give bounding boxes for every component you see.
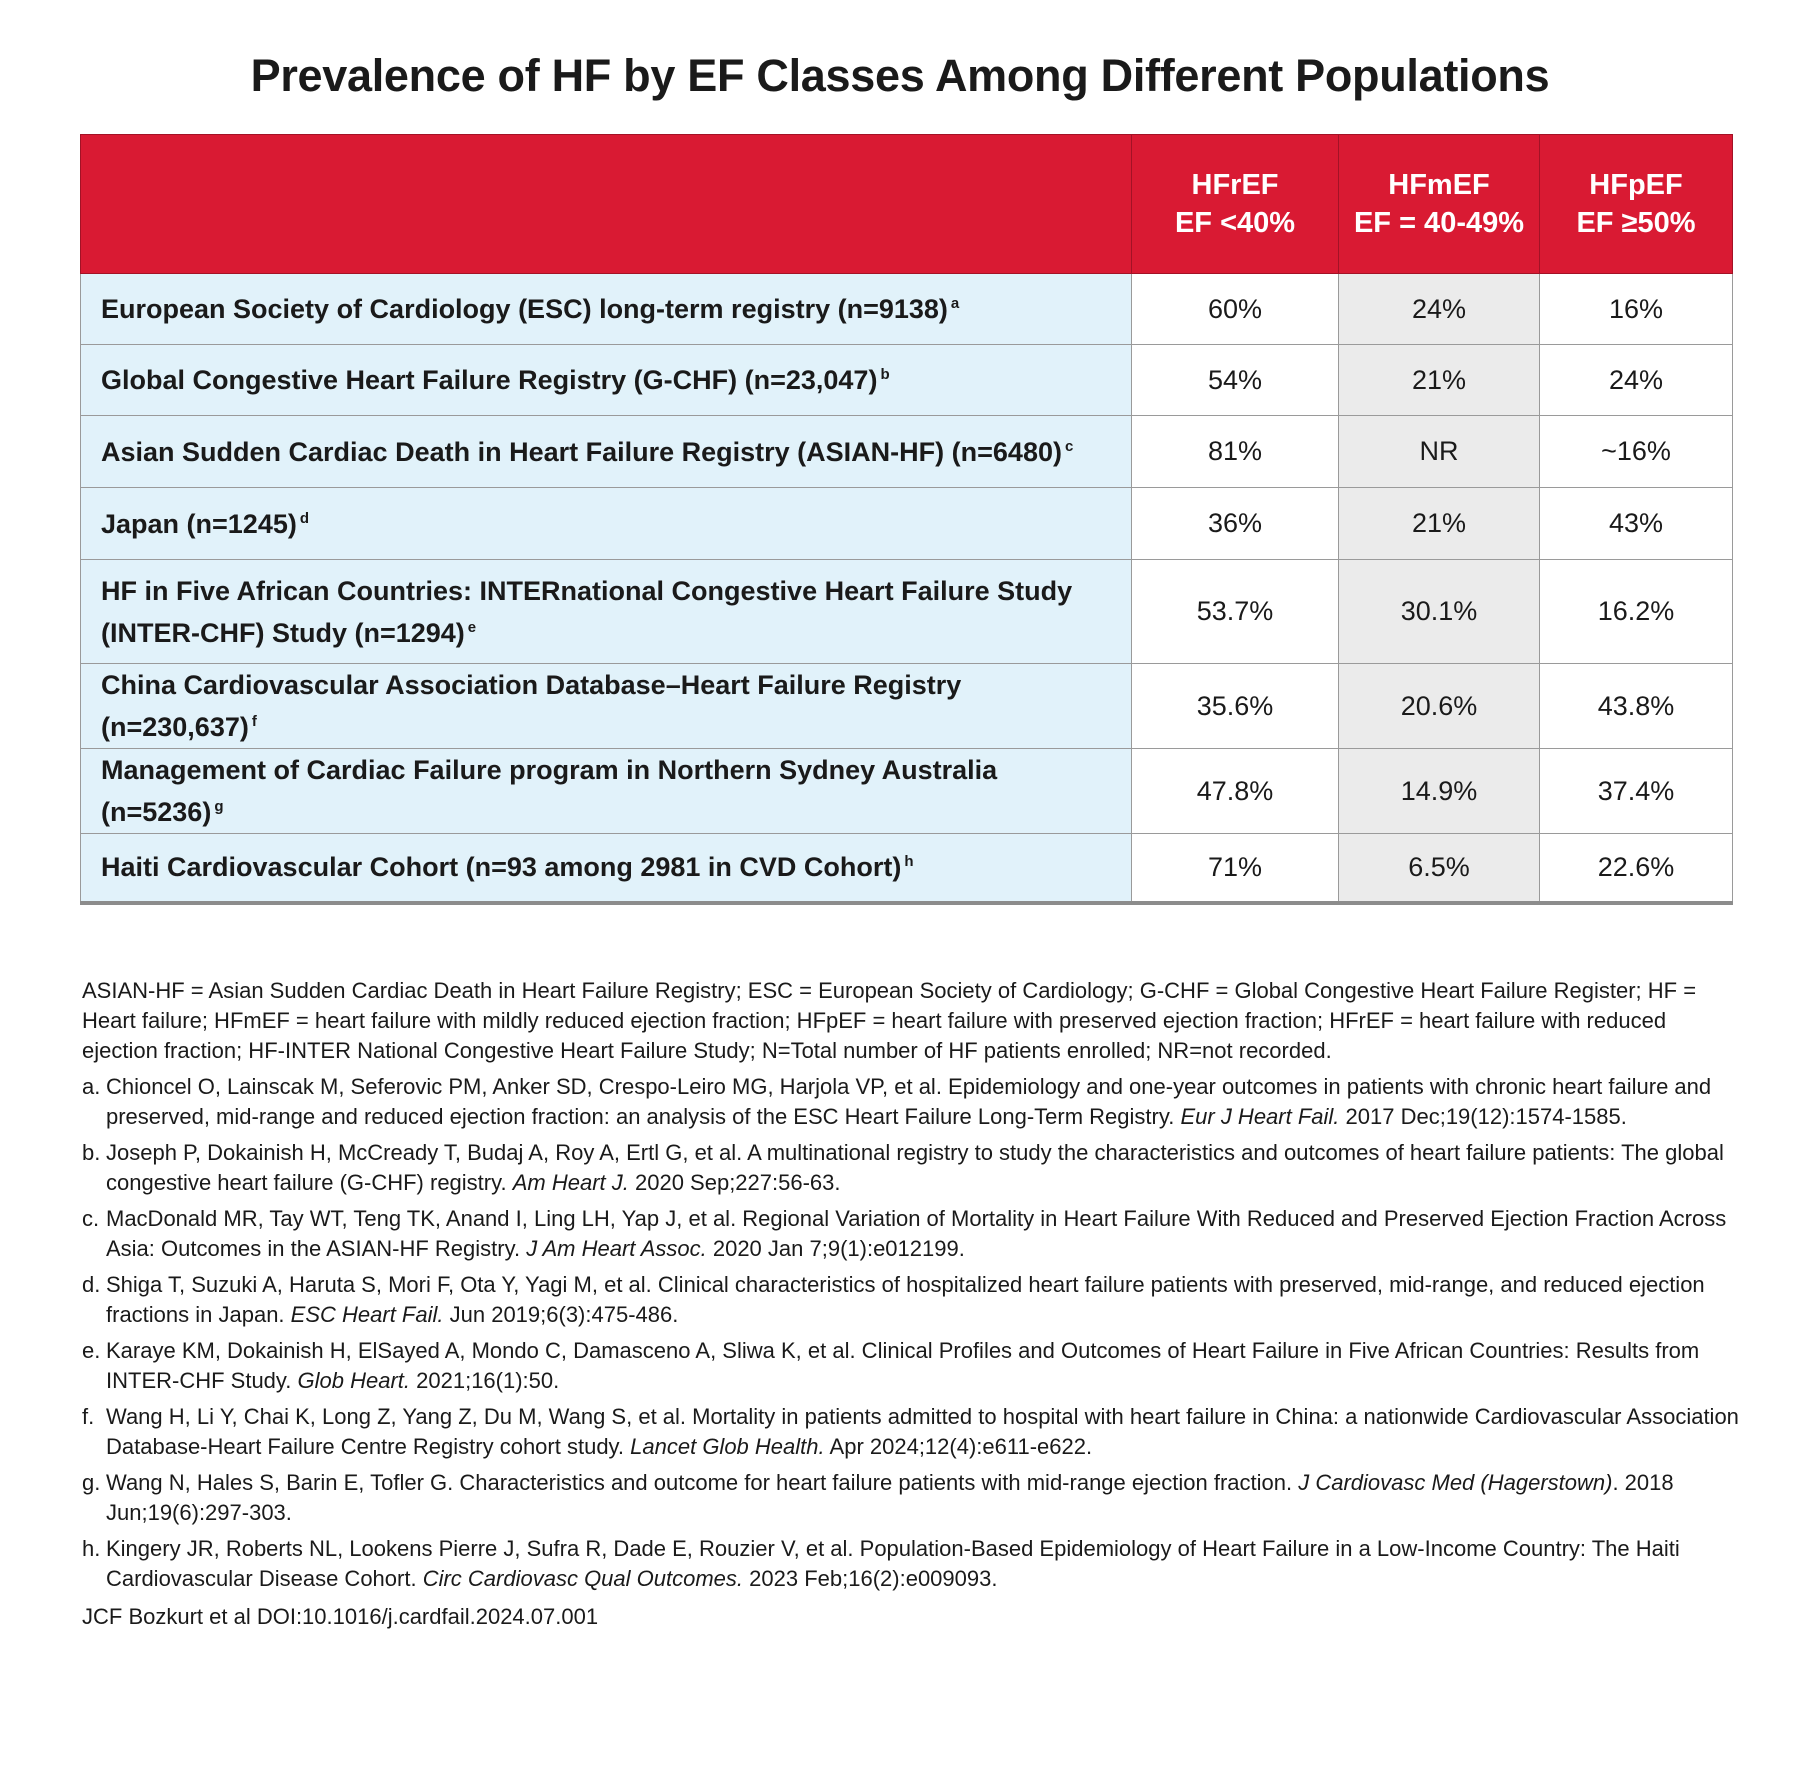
reference-citation: 2020 Sep;227:56-63.: [635, 1170, 841, 1195]
citation-credit: JCF Bozkurt et al DOI:10.1016/j.cardfail.2024.07.001: [82, 1604, 599, 1629]
population-cell: [81, 664, 1132, 749]
reference-citation: 2020 Jan 7;9(1):e012199.: [712, 1236, 965, 1261]
footnote-marker: e: [467, 618, 477, 636]
hfmef-value: 30.1%: [1339, 560, 1540, 664]
reference-item: [82, 1534, 1742, 1594]
reference-text: Wang N, Hales S, Barin E, Tofler G. Characteristics and outcome for heart failure patients with mid-range ejection fraction.: [106, 1470, 1293, 1495]
reference-citation: 2017 Dec;19(12):1574-1585.: [1345, 1104, 1627, 1129]
population-label-continued: (INTER-CHF) Study (n=1294): [101, 617, 465, 648]
hfref-value: 81%: [1132, 416, 1339, 488]
reference-label: b.: [82, 1140, 101, 1165]
footnote-marker: f: [251, 713, 257, 730]
hfpef-value: 22.6%: [1540, 834, 1733, 903]
population-cell: [81, 749, 1132, 834]
table-row: [81, 664, 1733, 749]
header-hfmef: [1339, 135, 1540, 274]
hfmef-value: 24%: [1339, 274, 1540, 345]
reference-item: [82, 1402, 1742, 1462]
population-cell: [81, 488, 1132, 560]
reference-item: [82, 1072, 1742, 1132]
reference-citation: Apr 2024;12(4):e611-e622.: [829, 1434, 1093, 1459]
hfref-value: 54%: [1132, 345, 1339, 416]
reference-citation: . 2018 Jun;19(6):297-303.: [106, 1470, 1674, 1525]
hfref-value: 71%: [1132, 834, 1339, 903]
reference-label: f.: [82, 1404, 95, 1429]
hfpef-value: 16%: [1540, 274, 1733, 345]
footnote-marker: g: [214, 798, 224, 815]
reference-citation: 2021;16(1):50.: [416, 1368, 560, 1393]
reference-text: Kingery JR, Roberts NL, Lookens Pierre J, Sufra R, Dade E, Rouzier V, et al. Population-Based Epidemiology of Heart Failure in a Low-Income Country: The Haiti Cardiovascular Disease Cohort.: [106, 1536, 1680, 1591]
reference-label: a.: [82, 1074, 101, 1099]
reference-journal: Glob Heart.: [297, 1368, 411, 1393]
footnote-marker: a: [950, 295, 960, 312]
reference-text: MacDonald MR, Tay WT, Teng TK, Anand I, Ling LH, Yap J, et al. Regional Variation of Mortality in Heart Failure With Reduced and Preserved Ejection Fraction Across Asia: Outcomes in the ASIAN-HF Registry.: [106, 1206, 1727, 1261]
table-row: [81, 345, 1733, 416]
header-hfref-range: EF <40%: [1174, 207, 1296, 239]
header-hfref-name: HFrEF: [1191, 169, 1279, 201]
reference-citation: 2023 Feb;16(2):e009093.: [749, 1566, 998, 1591]
footnote-marker: b: [880, 366, 890, 383]
hfmef-value: 14.9%: [1339, 749, 1540, 834]
reference-text: Wang H, Li Y, Chai K, Long Z, Yang Z, Du M, Wang S, et al. Mortality in patients admitted to hospital with heart failure in China: a nationwide Cardiovascular Association Database-Heart Failure Centre Registry cohort study.: [106, 1404, 1739, 1459]
table-row: [81, 834, 1733, 903]
reference-item: [82, 1468, 1742, 1528]
population-cell: [81, 345, 1132, 416]
page-title: Prevalence of HF by EF Classes Among Different Populations: [250, 50, 1550, 101]
reference-journal: J Am Heart Assoc.: [526, 1236, 707, 1261]
population-label: Japan (n=1245): [101, 508, 297, 539]
population-label: Haiti Cardiovascular Cohort (n=93 among 2981 in CVD Cohort): [101, 852, 902, 883]
hfmef-value: NR: [1339, 416, 1540, 488]
hfpef-value: ~16%: [1540, 416, 1733, 488]
reference-journal: ESC Heart Fail.: [290, 1302, 444, 1327]
table-row: [81, 488, 1733, 560]
reference-item: [82, 1270, 1742, 1330]
table-row: [81, 560, 1733, 664]
reference-item: [82, 1336, 1742, 1396]
header-hfmef-name: HFmEF: [1388, 169, 1490, 201]
hfmef-value: 20.6%: [1339, 664, 1540, 749]
reference-text: Shiga T, Suzuki A, Haruta S, Mori F, Ota Y, Yagi M, et al. Clinical characteristics of hospitalized heart failure patients with preserved, mid-range, and reduced ejection fractions in Japan.: [106, 1272, 1705, 1327]
reference-label: g.: [82, 1470, 101, 1495]
reference-journal: Eur J Heart Fail.: [1180, 1104, 1340, 1129]
population-label: China Cardiovascular Association Database–Heart Failure Registry (n=230,637): [101, 670, 962, 742]
population-cell: [81, 560, 1132, 664]
population-label: Management of Cardiac Failure program in Northern Sydney Australia (n=5236): [101, 755, 998, 827]
population-label: European Society of Cardiology (ESC) long-term registry (n=9138): [101, 294, 948, 324]
hfmef-value: 6.5%: [1339, 834, 1540, 903]
reference-journal: Am Heart J.: [512, 1170, 629, 1195]
reference-text: Chioncel O, Lainscak M, Seferovic PM, Anker SD, Crespo-Leiro MG, Harjola VP, et al. Epidemiology and one-year outcomes in patients with chronic heart failure and preserved, mid-range and reduced ejection fraction: an analysis of the ESC Heart Failure Long-Term Registry.: [106, 1074, 1712, 1129]
reference-journal: Lancet Glob Health.: [630, 1434, 825, 1459]
header-hfpef-range: EF ≥50%: [1576, 207, 1696, 239]
table-notes: [82, 976, 1742, 1654]
hfref-value: 35.6%: [1132, 664, 1339, 749]
header-hfpef: [1540, 135, 1733, 274]
footnote-marker: h: [904, 853, 914, 871]
reference-label: d.: [82, 1272, 101, 1297]
population-cell: [81, 274, 1132, 345]
population-label: HF in Five African Countries: INTERnational Congestive Heart Failure Study: [101, 575, 1073, 606]
table-row: [81, 416, 1733, 488]
hfmef-value: 21%: [1339, 345, 1540, 416]
abbreviations-note: ASIAN-HF = Asian Sudden Cardiac Death in Heart Failure Registry; ESC = European Society of Cardiology; G-CHF = Global Congestive Heart Failure Register; HF = Heart failure; HFmEF = heart failure with mildly reduced ejection fraction; HFpEF = heart failure with preserved ejection fraction; HFrEF = heart failure with reduced ejection fraction; HF-INTER National Congestive Heart Failure Study; N=Total number of HF patients enrolled; NR=not recorded.: [82, 978, 1697, 1063]
header-hfref: [1132, 135, 1339, 274]
hfref-value: 60%: [1132, 274, 1339, 345]
table-row: [81, 274, 1733, 345]
reference-citation: Jun 2019;6(3):475-486.: [449, 1302, 679, 1327]
header-row: [81, 135, 1733, 274]
reference-label: h.: [82, 1536, 101, 1561]
hfpef-value: 16.2%: [1540, 560, 1733, 664]
reference-text: Joseph P, Dokainish H, McCready T, Budaj A, Roy A, Ertl G, et al. A multinational registry to study the characteristics and outcomes of heart failure patients: The global congestive heart failure (G-CHF) registry.: [106, 1140, 1724, 1195]
population-label: Global Congestive Heart Failure Registry (G-CHF) (n=23,047): [101, 365, 878, 395]
population-cell: [81, 834, 1132, 903]
reference-item: [82, 1204, 1742, 1264]
reference-label: e.: [82, 1338, 101, 1363]
header-population: [81, 135, 1132, 274]
prevalence-table: [80, 134, 1733, 905]
reference-journal: J Cardiovasc Med (Hagerstown): [1298, 1470, 1613, 1495]
population-label: Asian Sudden Cardiac Death in Heart Failure Registry (ASIAN-HF) (n=6480): [101, 436, 1062, 467]
hfpef-value: 24%: [1540, 345, 1733, 416]
reference-journal: Circ Cardiovasc Qual Outcomes.: [422, 1566, 744, 1591]
reference-item: [82, 1138, 1742, 1198]
hfpef-value: 43%: [1540, 488, 1733, 560]
hfpef-value: 37.4%: [1540, 749, 1733, 834]
hfmef-value: 21%: [1339, 488, 1540, 560]
header-hfmef-range: EF = 40-49%: [1353, 207, 1525, 239]
footnote-marker: c: [1064, 437, 1074, 455]
table-row: [81, 749, 1733, 834]
hfref-value: 36%: [1132, 488, 1339, 560]
reference-label: c.: [82, 1206, 100, 1231]
header-hfpef-name: HFpEF: [1589, 169, 1683, 201]
hfpef-value: 43.8%: [1540, 664, 1733, 749]
hfref-value: 47.8%: [1132, 749, 1339, 834]
footnote-marker: d: [299, 509, 310, 527]
reference-text: Karaye KM, Dokainish H, ElSayed A, Mondo C, Damasceno A, Sliwa K, et al. Clinical Profiles and Outcomes of Heart Failure in Five African Countries: Results from INTER-CHF Study.: [106, 1338, 1700, 1393]
population-cell: [81, 416, 1132, 488]
hfref-value: 53.7%: [1132, 560, 1339, 664]
